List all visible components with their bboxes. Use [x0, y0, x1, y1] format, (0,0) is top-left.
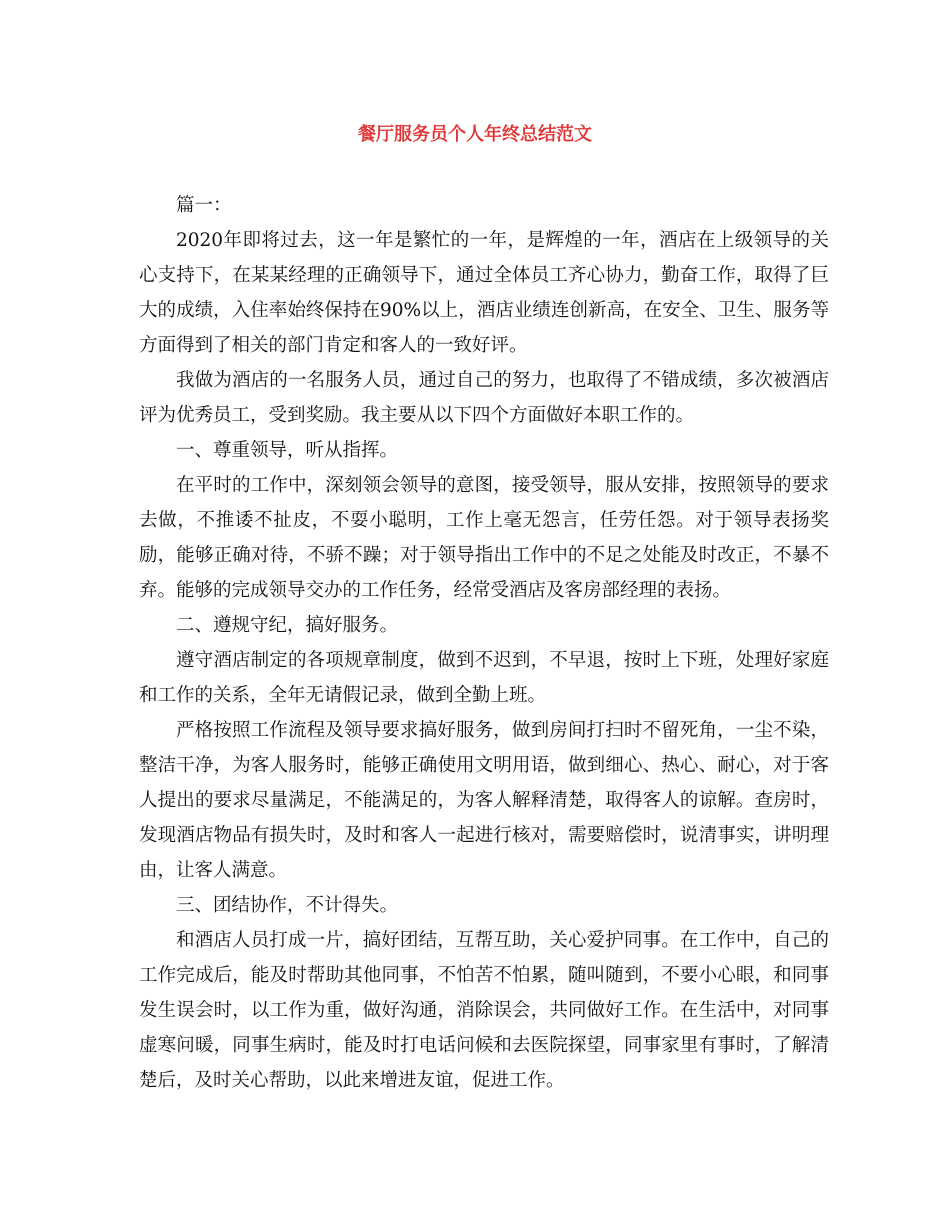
heading-1: 一、尊重领导，听从指挥。 [176, 440, 399, 461]
paragraph-3: 和酒店人员打成一片，搞好团结，互帮互助，关心爱护同事。在工作中，自己的工作完成后，能及时帮助其他同事，不怕苦不怕累，随叫随到，不要小心眼，和同事发生误会时，以工作为重，做好沟通，消除误会，共同做好工作。在生活中，对同事虚寒问暖，同事生病时，能及时打电话问候和去医院探望，同事家里有事时，了解清楚后，及时关心帮助，以此来增进友谊，促进工作。 [139, 930, 829, 1091]
section-label: 篇一： [176, 195, 232, 216]
paragraph-2a: 遵守酒店制定的各项规章制度，做到不迟到，不早退，按时上下班，处理好家庭和工作的关系，全年无请假记录，做到全勤上班。 [139, 650, 829, 706]
self-intro-paragraph: 我做为酒店的一名服务人员，通过自己的努力，也取得了不错成绩，多次被酒店评为优秀员工，受到奖励。我主要从以下四个方面做好本职工作的。 [139, 370, 829, 426]
paragraph-1: 在平时的工作中，深刻领会领导的意图，接受领导，服从安排，按照领导的要求去做，不推诿不扯皮，不耍小聪明，工作上毫无怨言，任劳任怨。对于领导表扬奖励，能够正确对待，不骄不躁；对于领导指出工作中的不足之处能及时改正，不暴不弃。能够的完成领导交办的工作任务，经常受酒店及客房部经理的表扬。 [139, 475, 829, 601]
paragraph-2b: 严格按照工作流程及领导要求搞好服务，做到房间打扫时不留死角，一尘不染，整洁干净，为客人服务时，能够正确使用文明用语，做到细心、热心、耐心，对于客人提出的要求尽量满足，不能满足的，为客人解释清楚，取得客人的谅解。查房时，发现酒店物品有损失时，及时和客人一起进行核对，需要赔偿时，说清事实，讲明理由，让客人满意。 [139, 720, 829, 881]
heading-2: 二、遵规守纪，搞好服务。 [176, 615, 399, 636]
document-title: 餐厅服务员个人年终总结范文 [358, 124, 592, 145]
document-body [139, 188, 829, 1098]
heading-3: 三、团结协作，不计得失。 [176, 895, 399, 916]
intro-paragraph: 2020年即将过去，这一年是繁忙的一年，是辉煌的一年，酒店在上级领导的关心支持下，在某某经理的正确领导下，通过全体员工齐心协力，勤奋工作，取得了巨大的成绩，入住率始终保持在90%以上，酒店业绩连创新高，在安全、卫生、服务等方面得到了相关的部门肯定和客人的一致好评。 [139, 230, 829, 356]
